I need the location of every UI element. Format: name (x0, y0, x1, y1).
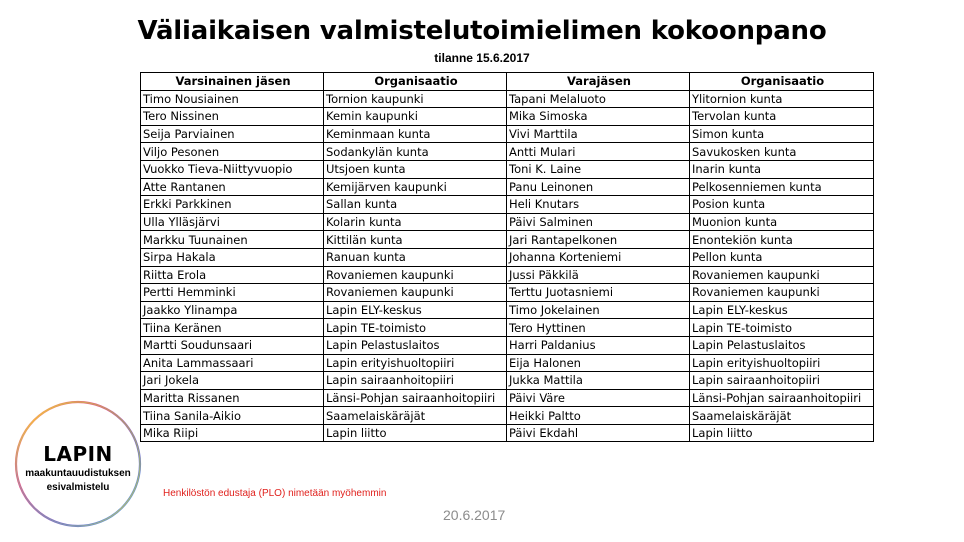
member-organisation-cell: Kolarin kunta (324, 213, 507, 231)
table-row (141, 301, 874, 319)
member-name-cell: Tero Nissinen (141, 108, 324, 126)
member-name-cell: Pertti Hemminki (141, 284, 324, 302)
deputy-organisation-cell: Länsi-Pohjan sairaanhoitopiiri (690, 389, 874, 407)
deputy-name-cell: Tapani Melaluoto (507, 90, 690, 108)
deputy-name-cell: Päivi Ekdahl (507, 424, 690, 442)
deputy-name-cell: Jukka Mattila (507, 372, 690, 390)
member-name-cell: Jaakko Ylinampa (141, 301, 324, 319)
deputy-organisation-cell: Saamelaiskäräjät (690, 407, 874, 425)
member-name-cell: Seija Parviainen (141, 125, 324, 143)
deputy-organisation-cell: Ylitornion kunta (690, 90, 874, 108)
lapin-logo (14, 400, 142, 528)
table-row (141, 90, 874, 108)
deputy-name-cell: Terttu Juotasniemi (507, 284, 690, 302)
table-row (141, 213, 874, 231)
table-row (141, 372, 874, 390)
deputy-name-cell: Päivi Väre (507, 389, 690, 407)
member-organisation-cell: Sodankylän kunta (324, 143, 507, 161)
deputy-organisation-cell: Lapin erityishuoltopiiri (690, 354, 874, 372)
member-organisation-cell: Rovaniemen kaupunki (324, 266, 507, 284)
deputy-organisation-cell: Rovaniemen kaupunki (690, 266, 874, 284)
member-organisation-cell: Rovaniemen kaupunki (324, 284, 507, 302)
table-row (141, 284, 874, 302)
members-table (140, 72, 874, 442)
deputy-organisation-cell: Inarin kunta (690, 160, 874, 178)
logo-subtitle-2: esivalmistelu (46, 482, 110, 493)
member-organisation-cell: Kittilän kunta (324, 231, 507, 249)
deputy-organisation-cell: Tervolan kunta (690, 108, 874, 126)
table-row (141, 389, 874, 407)
deputy-name-cell: Panu Leinonen (507, 178, 690, 196)
member-organisation-cell: Utsjoen kunta (324, 160, 507, 178)
page-title: Väliaikaisen valmistelutoimielimen kokoonpano (137, 16, 827, 46)
table-row (141, 231, 874, 249)
deputy-name-cell: Päivi Salminen (507, 213, 690, 231)
member-name-cell: Atte Rantanen (141, 178, 324, 196)
member-organisation-cell: Länsi-Pohjan sairaanhoitopiiri (324, 389, 507, 407)
deputy-organisation-cell: Lapin Pelastuslaitos (690, 336, 874, 354)
deputy-organisation-cell: Pelkosenniemen kunta (690, 178, 874, 196)
member-name-cell: Timo Nousiainen (141, 90, 324, 108)
deputy-name-cell: Vivi Marttila (507, 125, 690, 143)
table-row (141, 143, 874, 161)
table-row (141, 196, 874, 214)
member-organisation-cell: Tornion kaupunki (324, 90, 507, 108)
deputy-organisation-cell: Lapin sairaanhoitopiiri (690, 372, 874, 390)
member-organisation-cell: Saamelaiskäräjät (324, 407, 507, 425)
deputy-organisation-cell: Pellon kunta (690, 248, 874, 266)
member-name-cell: Anita Lammassaari (141, 354, 324, 372)
member-organisation-cell: Lapin TE-toimisto (324, 319, 507, 337)
deputy-name-cell: Eija Halonen (507, 354, 690, 372)
deputy-organisation-cell: Lapin ELY-keskus (690, 301, 874, 319)
deputy-organisation-cell: Posion kunta (690, 196, 874, 214)
deputy-organisation-cell: Lapin liitto (690, 424, 874, 442)
deputy-organisation-cell: Rovaniemen kaupunki (690, 284, 874, 302)
table-row (141, 160, 874, 178)
deputy-name-cell: Tero Hyttinen (507, 319, 690, 337)
deputy-organisation-cell: Lapin TE-toimisto (690, 319, 874, 337)
member-organisation-cell: Keminmaan kunta (324, 125, 507, 143)
deputy-name-cell: Johanna Korteniemi (507, 248, 690, 266)
member-name-cell: Maritta Rissanen (141, 389, 324, 407)
deputy-name-cell: Antti Mulari (507, 143, 690, 161)
member-organisation-cell: Lapin liitto (324, 424, 507, 442)
table-row (141, 108, 874, 126)
table-row (141, 354, 874, 372)
member-name-cell: Markku Tuunainen (141, 231, 324, 249)
table-row (141, 336, 874, 354)
member-organisation-cell: Lapin sairaanhoitopiiri (324, 372, 507, 390)
deputy-organisation-cell: Savukosken kunta (690, 143, 874, 161)
logo-title: LAPIN (43, 442, 113, 466)
deputy-organisation-cell: Simon kunta (690, 125, 874, 143)
member-name-cell: Tiina Sanila-Aikio (141, 407, 324, 425)
member-organisation-cell: Sallan kunta (324, 196, 507, 214)
deputy-name-cell: Heikki Paltto (507, 407, 690, 425)
member-name-cell: Vuokko Tieva-Niittyvuopio (141, 160, 324, 178)
header-member: Varsinainen jäsen (141, 73, 324, 91)
table-row (141, 266, 874, 284)
deputy-name-cell: Heli Knutars (507, 196, 690, 214)
deputy-name-cell: Timo Jokelainen (507, 301, 690, 319)
deputy-name-cell: Jussi Päkkilä (507, 266, 690, 284)
member-name-cell: Erkki Parkkinen (141, 196, 324, 214)
deputy-name-cell: Jari Rantapelkonen (507, 231, 690, 249)
header-deputy: Varajäsen (507, 73, 690, 91)
table-row (141, 424, 874, 442)
member-name-cell: Viljo Pesonen (141, 143, 324, 161)
member-organisation-cell: Lapin ELY-keskus (324, 301, 507, 319)
status-date: tilanne 15.6.2017 (434, 51, 530, 65)
table-row (141, 319, 874, 337)
member-organisation-cell: Kemin kaupunki (324, 108, 507, 126)
member-name-cell: Martti Soudunsaari (141, 336, 324, 354)
member-organisation-cell: Kemijärven kaupunki (324, 178, 507, 196)
table-row (141, 248, 874, 266)
header-member-organisation: Organisaatio (324, 73, 507, 91)
table-row (141, 407, 874, 425)
deputy-name-cell: Mika Simoska (507, 108, 690, 126)
table-row (141, 125, 874, 143)
header-deputy-organisation: Organisaatio (690, 73, 874, 91)
deputy-name-cell: Toni K. Laine (507, 160, 690, 178)
deputy-organisation-cell: Muonion kunta (690, 213, 874, 231)
staff-representative-note: Henkilöstön edustaja (PLO) nimetään myöhemmin (163, 488, 387, 499)
member-organisation-cell: Lapin erityishuoltopiiri (324, 354, 507, 372)
member-organisation-cell: Lapin Pelastuslaitos (324, 336, 507, 354)
deputy-name-cell: Harri Paldanius (507, 336, 690, 354)
member-organisation-cell: Ranuan kunta (324, 248, 507, 266)
member-name-cell: Sirpa Hakala (141, 248, 324, 266)
member-name-cell: Ulla Ylläsjärvi (141, 213, 324, 231)
member-name-cell: Jari Jokela (141, 372, 324, 390)
member-name-cell: Mika Riipi (141, 424, 324, 442)
deputy-organisation-cell: Enontekiön kunta (690, 231, 874, 249)
table-row (141, 178, 874, 196)
logo-subtitle-1: maakuntauudistuksen (25, 468, 131, 479)
footer-date: 20.6.2017 (443, 507, 506, 523)
member-name-cell: Tiina Keränen (141, 319, 324, 337)
table-header-row (141, 73, 874, 91)
member-name-cell: Riitta Erola (141, 266, 324, 284)
